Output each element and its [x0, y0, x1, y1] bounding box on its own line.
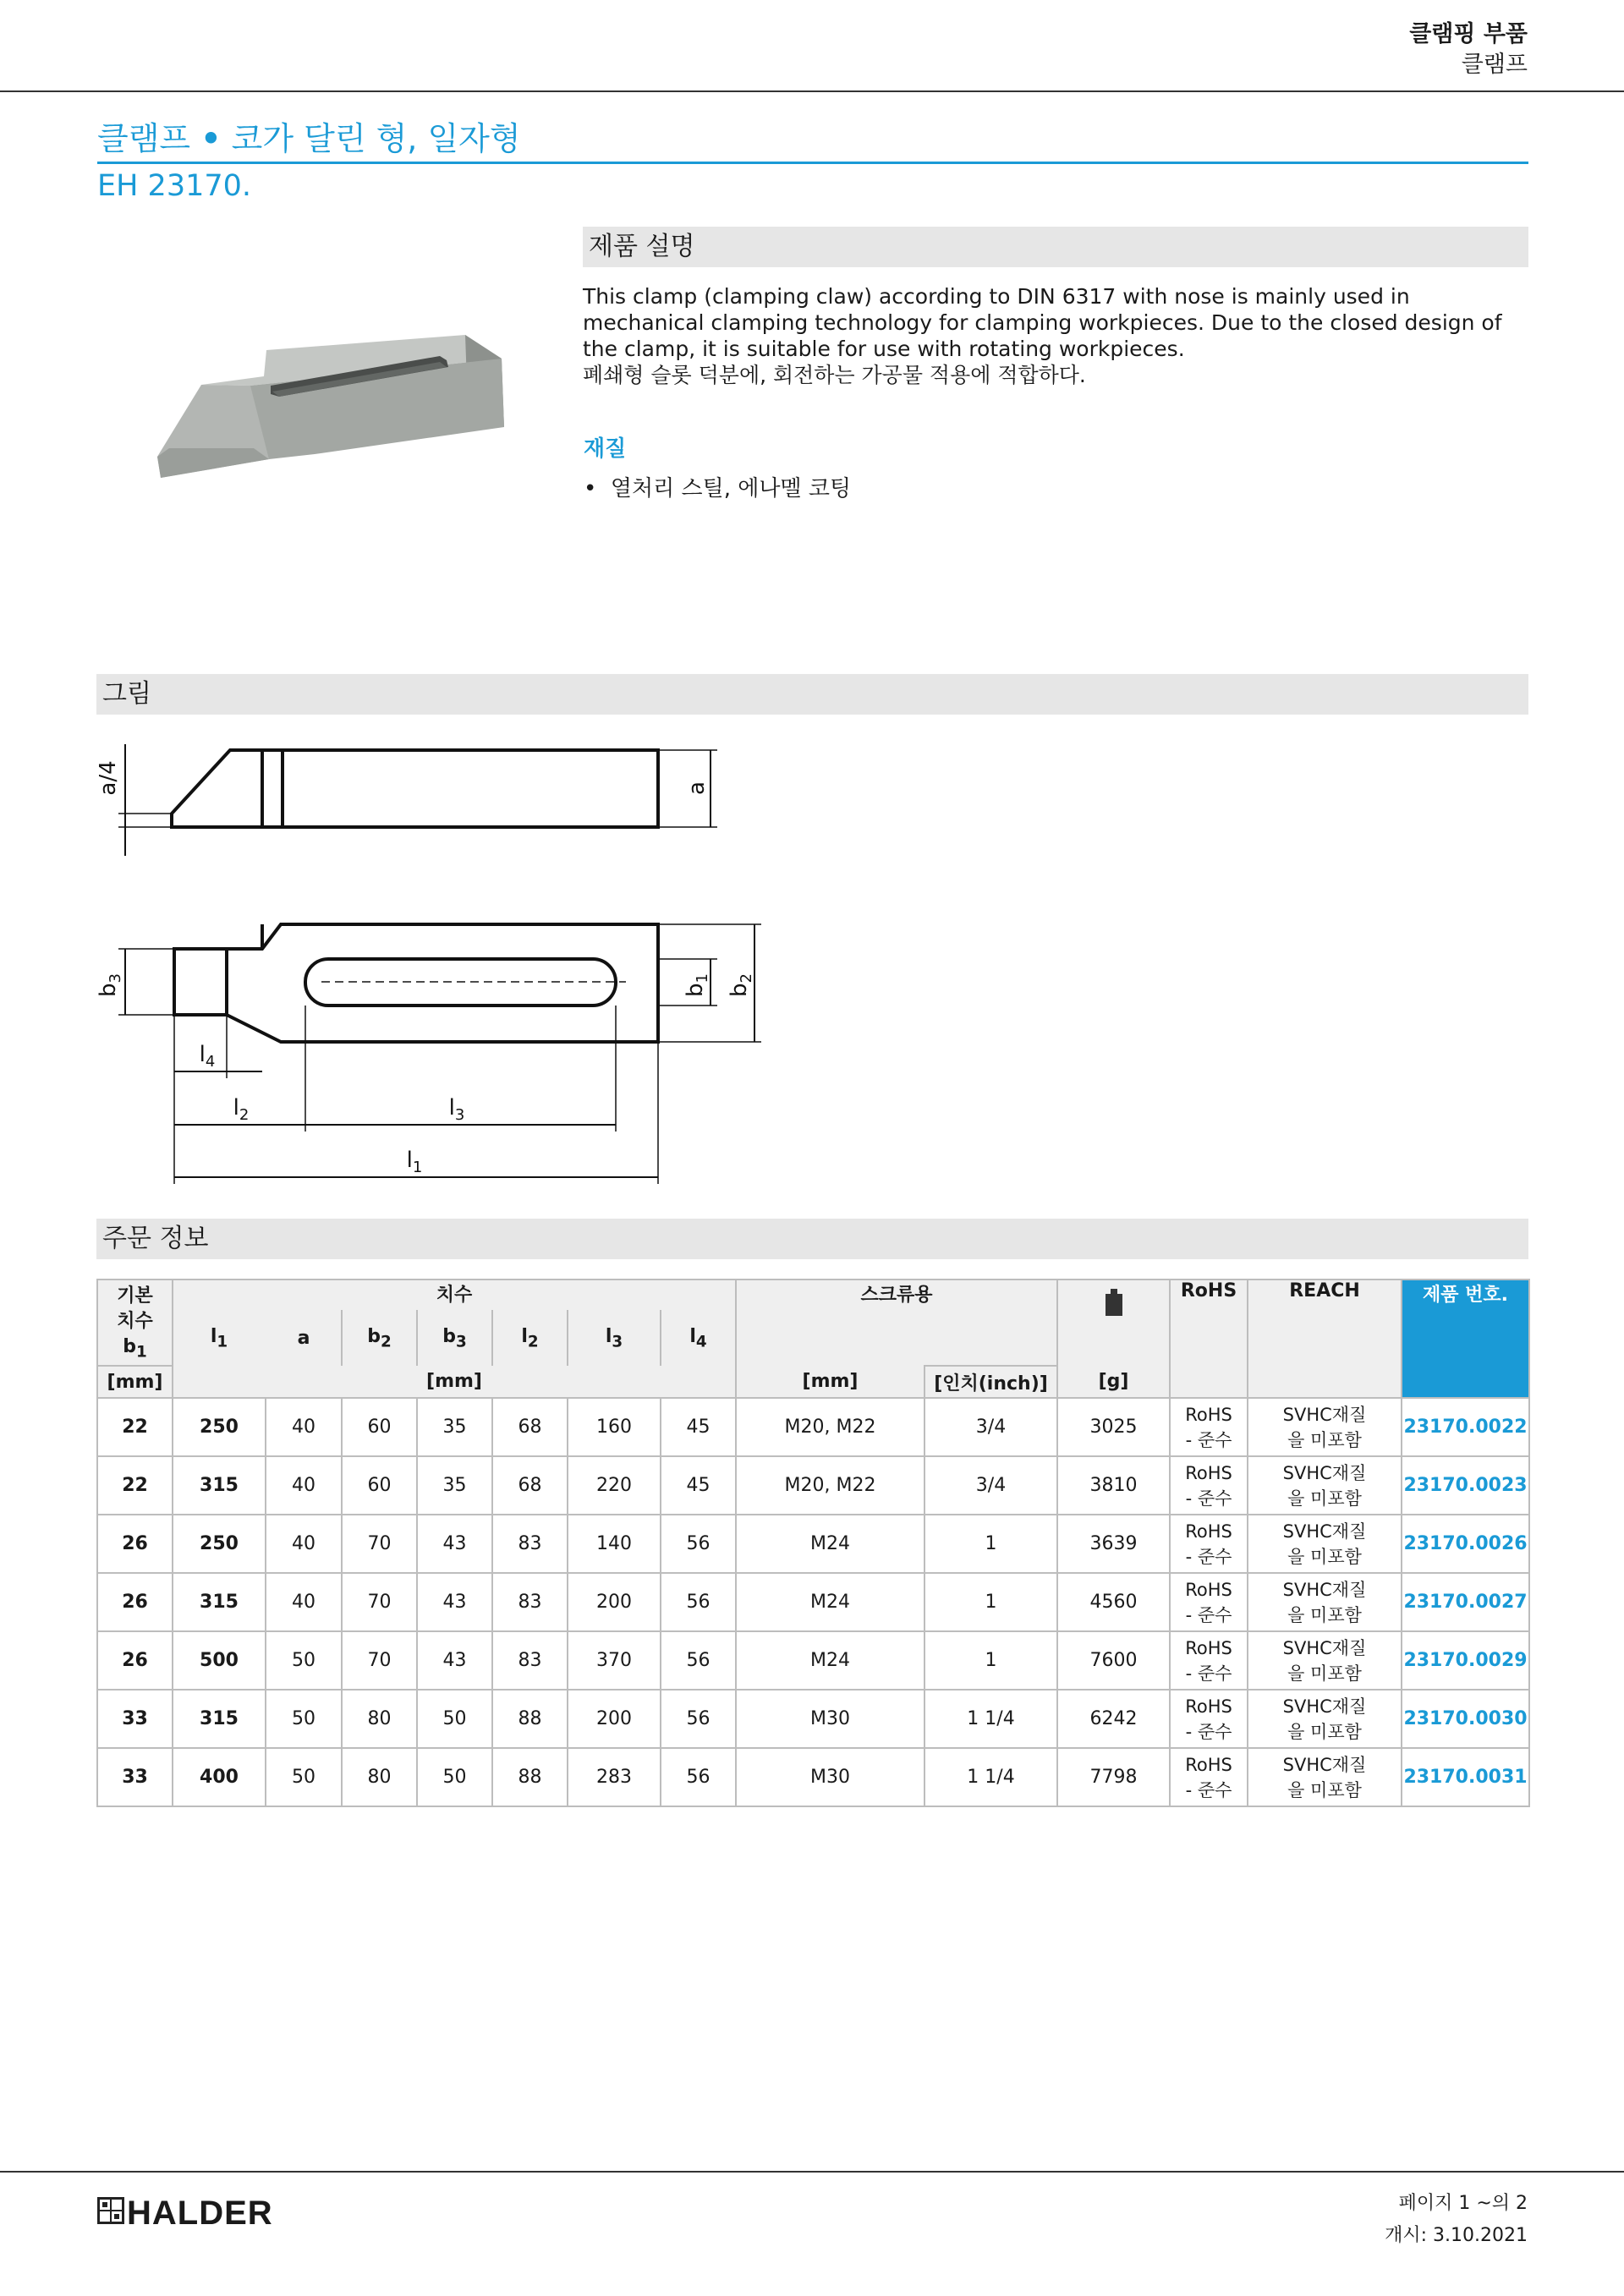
cell-b1: 22	[97, 1398, 173, 1456]
cell-l4: 56	[661, 1631, 736, 1690]
col-product-no: 제품 번호.	[1402, 1280, 1529, 1398]
cell-screw-inch: 1	[924, 1573, 1057, 1631]
cell-reach: SVHC재질 을 미포함	[1248, 1573, 1402, 1631]
cell-screw-inch: 3/4	[924, 1456, 1057, 1515]
col-b3: $b_3$	[417, 1310, 492, 1366]
cell-l3: 140	[568, 1515, 661, 1573]
cell-screw-mm: M24	[736, 1573, 924, 1631]
table-row	[97, 1398, 1529, 1456]
cell-a: 40	[266, 1573, 342, 1631]
cell-l2: 83	[492, 1573, 568, 1631]
cell-reach: SVHC재질 을 미포함	[1248, 1748, 1402, 1806]
cell-b2: 80	[342, 1690, 417, 1748]
col-reach: REACH	[1248, 1280, 1402, 1398]
top-view-outline	[174, 924, 658, 1042]
cell-l3: 200	[568, 1573, 661, 1631]
unit-screw-mm: [mm]	[736, 1366, 924, 1398]
cell-b3: 43	[417, 1573, 492, 1631]
col-rohs: RoHS	[1170, 1280, 1248, 1398]
cell-screw-inch: 1 1/4	[924, 1748, 1057, 1806]
cell-b3: 50	[417, 1690, 492, 1748]
cell-b3: 35	[417, 1456, 492, 1515]
cell-l1: 400	[173, 1748, 266, 1806]
cell-product-no[interactable]: 23170.0022	[1402, 1398, 1529, 1456]
cell-rohs: RoHS - 준수	[1170, 1515, 1248, 1573]
cell-l1: 250	[173, 1515, 266, 1573]
cell-screw-mm: M24	[736, 1515, 924, 1573]
cell-screw-inch: 3/4	[924, 1398, 1057, 1456]
cell-screw-mm: M20, M22	[736, 1398, 924, 1456]
cell-l4: 45	[661, 1398, 736, 1456]
dim-label-b1: $b_1$	[683, 973, 711, 997]
cell-l2: 83	[492, 1515, 568, 1573]
col-l1: $l_1$	[173, 1310, 266, 1366]
cell-b1: 26	[97, 1573, 173, 1631]
cell-l4: 56	[661, 1515, 736, 1573]
unit-dim-mm: [mm]	[173, 1366, 736, 1398]
cell-reach: SVHC재질 을 미포함	[1248, 1515, 1402, 1573]
header-category: 클램핑 부품	[1409, 21, 1528, 47]
cell-b1: 22	[97, 1456, 173, 1515]
col-l2: $l_2$	[492, 1310, 568, 1366]
cell-a: 50	[266, 1690, 342, 1748]
cell-product-no[interactable]: 23170.0023	[1402, 1456, 1529, 1515]
table-row	[97, 1515, 1529, 1573]
col-screw-blank	[736, 1310, 1057, 1366]
cell-l2: 83	[492, 1631, 568, 1690]
title-rest: 코가 달린 형, 일자형	[231, 120, 521, 157]
cell-l1: 315	[173, 1573, 266, 1631]
cell-b2: 70	[342, 1631, 417, 1690]
cell-b3: 43	[417, 1631, 492, 1690]
col-l3: $l_3$	[568, 1310, 661, 1366]
material-heading: 재질	[584, 436, 627, 462]
cell-a: 40	[266, 1398, 342, 1456]
cell-weight: 3810	[1057, 1456, 1170, 1515]
cell-l3: 200	[568, 1690, 661, 1748]
cell-l1: 250	[173, 1398, 266, 1456]
dim-label-l1: $l_1$	[406, 1148, 423, 1176]
product-code: EH 23170.	[97, 169, 252, 203]
cell-l2: 88	[492, 1690, 568, 1748]
dim-label-l3: $l_3$	[448, 1095, 465, 1124]
cell-rohs: RoHS - 준수	[1170, 1398, 1248, 1456]
cell-product-no[interactable]: 23170.0027	[1402, 1573, 1529, 1631]
footer-divider	[0, 2171, 1624, 2173]
cell-product-no[interactable]: 23170.0031	[1402, 1748, 1529, 1806]
col-a: a	[266, 1310, 342, 1366]
halder-logo-icon	[97, 2197, 124, 2224]
material-item: • 열처리 스틸, 에나멜 코팅	[584, 476, 852, 501]
weight-icon	[1104, 1289, 1124, 1316]
cell-l4: 56	[661, 1573, 736, 1631]
cell-product-no[interactable]: 23170.0030	[1402, 1690, 1529, 1748]
cell-screw-inch: 1	[924, 1515, 1057, 1573]
cell-rohs: RoHS - 준수	[1170, 1748, 1248, 1806]
cell-b1: 33	[97, 1748, 173, 1806]
cell-b1: 26	[97, 1515, 173, 1573]
cell-l4: 45	[661, 1456, 736, 1515]
col-screw: 스크류용	[736, 1280, 1057, 1310]
cell-reach: SVHC재질 을 미포함	[1248, 1631, 1402, 1690]
order-heading: 주문 정보	[102, 1224, 209, 1253]
dim-label-a: a	[684, 781, 710, 795]
table-row	[97, 1690, 1529, 1748]
col-l4: $l_4$	[661, 1310, 736, 1366]
cell-b1: 26	[97, 1631, 173, 1690]
description-text-en: This clamp (clamping claw) according to DIN 6317 with nose is mainly used in mechanical clamping technology for clamping workpieces. Due to the closed design of the clamp, it is suitable for use with rotating workpieces.	[583, 284, 1502, 361]
cell-l1: 315	[173, 1456, 266, 1515]
unit-base-mm: [mm]	[97, 1366, 173, 1398]
cell-product-no[interactable]: 23170.0026	[1402, 1515, 1529, 1573]
order-table	[96, 1279, 1530, 1807]
dim-label-b2: $b_2$	[727, 973, 755, 997]
cell-screw-inch: 1	[924, 1631, 1057, 1690]
cell-screw-mm: M30	[736, 1690, 924, 1748]
cell-reach: SVHC재질 을 미포함	[1248, 1398, 1402, 1456]
cell-l1: 500	[173, 1631, 266, 1690]
cell-b2: 60	[342, 1456, 417, 1515]
cell-b3: 35	[417, 1398, 492, 1456]
cell-l3: 160	[568, 1398, 661, 1456]
cell-l1: 315	[173, 1690, 266, 1748]
cell-a: 50	[266, 1748, 342, 1806]
cell-l3: 283	[568, 1748, 661, 1806]
cell-b2: 80	[342, 1748, 417, 1806]
cell-b3: 50	[417, 1748, 492, 1806]
dim-label-l4: $l_4$	[199, 1042, 216, 1071]
cell-b2: 60	[342, 1398, 417, 1456]
cell-screw-mm: M30	[736, 1748, 924, 1806]
unit-weight-g: [g]	[1057, 1366, 1170, 1398]
col-base-size: 기본 치수 $b_1$	[97, 1280, 173, 1366]
cell-weight: 3639	[1057, 1515, 1170, 1573]
cell-weight: 3025	[1057, 1398, 1170, 1456]
unit-screw-inch: [인치(inch)]	[924, 1366, 1057, 1398]
cell-rohs: RoHS - 준수	[1170, 1690, 1248, 1748]
table-row	[97, 1573, 1529, 1631]
cell-l4: 56	[661, 1748, 736, 1806]
cell-rohs: RoHS - 준수	[1170, 1631, 1248, 1690]
cell-product-no[interactable]: 23170.0029	[1402, 1631, 1529, 1690]
header-subcategory: 클램프	[1461, 52, 1528, 78]
cell-weight: 4560	[1057, 1573, 1170, 1631]
cell-b2: 70	[342, 1515, 417, 1573]
brand-name: HALDER	[127, 2195, 273, 2232]
title-separator: •	[200, 120, 222, 157]
cell-screw-inch: 1 1/4	[924, 1690, 1057, 1748]
cell-a: 40	[266, 1456, 342, 1515]
cell-screw-mm: M24	[736, 1631, 924, 1690]
cell-b1: 33	[97, 1690, 173, 1748]
table-row	[97, 1456, 1529, 1515]
col-b2: $b_2$	[342, 1310, 417, 1366]
page-number: 페이지 1 ~의 2	[1398, 2193, 1528, 2214]
table-row	[97, 1631, 1529, 1690]
cell-weight: 6242	[1057, 1690, 1170, 1748]
cell-weight: 7798	[1057, 1748, 1170, 1806]
dim-label-b3: $b_3$	[96, 973, 124, 997]
order-section-bar	[96, 1219, 1528, 1259]
table-row	[97, 1748, 1529, 1806]
cell-l3: 370	[568, 1631, 661, 1690]
issue-date: 개시: 3.10.2021	[1385, 2225, 1528, 2246]
description-heading: 제품 설명	[589, 232, 695, 261]
description-text-ko: 폐쇄형 슬롯 덕분에, 회전하는 가공물 적용에 적합하다.	[583, 363, 1086, 387]
col-weight	[1057, 1280, 1170, 1366]
cell-a: 40	[266, 1515, 342, 1573]
cell-rohs: RoHS - 준수	[1170, 1456, 1248, 1515]
title-main: 클램프	[97, 120, 191, 157]
cell-b2: 70	[342, 1573, 417, 1631]
cell-weight: 7600	[1057, 1631, 1170, 1690]
cell-reach: SVHC재질 을 미포함	[1248, 1456, 1402, 1515]
dim-label-a4: a/4	[96, 760, 121, 796]
side-view-outline	[172, 750, 658, 827]
cell-a: 50	[266, 1631, 342, 1690]
cell-l2: 88	[492, 1748, 568, 1806]
cell-reach: SVHC재질 을 미포함	[1248, 1690, 1402, 1748]
cell-l3: 220	[568, 1456, 661, 1515]
cell-l2: 68	[492, 1456, 568, 1515]
cell-rohs: RoHS - 준수	[1170, 1573, 1248, 1631]
dim-label-l2: $l_2$	[233, 1095, 250, 1124]
drawing-heading: 그림	[102, 679, 151, 709]
cell-b3: 43	[417, 1515, 492, 1573]
cell-screw-mm: M20, M22	[736, 1456, 924, 1515]
cell-l4: 56	[661, 1690, 736, 1748]
cell-l2: 68	[492, 1398, 568, 1456]
col-dimensions: 치수	[173, 1280, 736, 1310]
